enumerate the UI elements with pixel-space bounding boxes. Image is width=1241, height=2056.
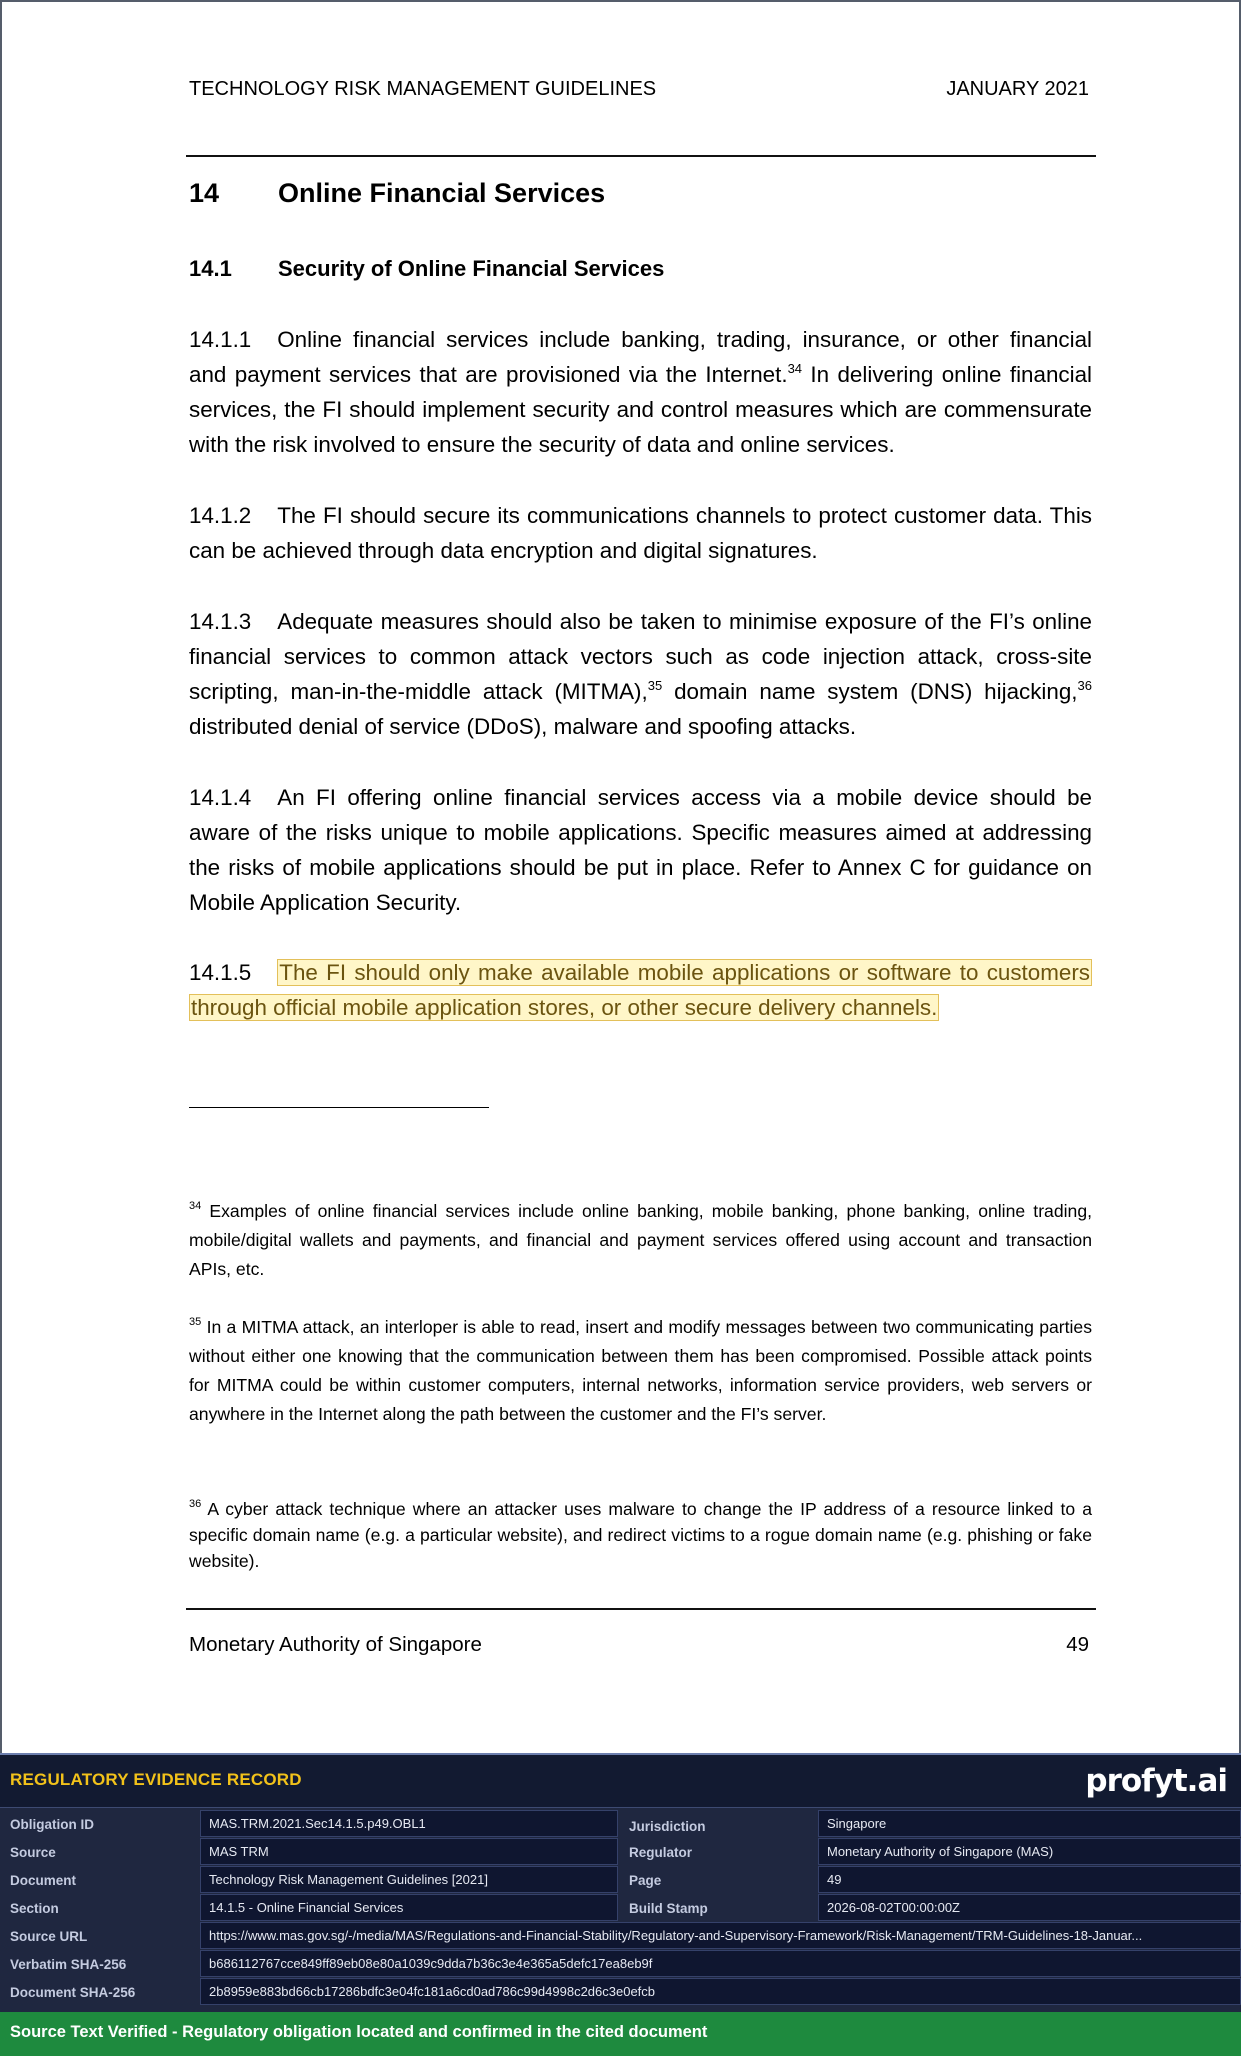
paragraph-text: The FI should secure its communications channels to protect customer data. This can be achieved through data encryption and digital signatures. — [189, 503, 1092, 563]
section-heading — [189, 178, 605, 209]
source-value: MAS TRM — [200, 1838, 618, 1865]
paragraph-number: 14.1.3 — [189, 609, 252, 634]
record-title-bar — [0, 1755, 1241, 1808]
document-label: Document — [10, 1873, 77, 1888]
footnote-separator — [189, 1107, 489, 1108]
section-label: Section — [10, 1901, 59, 1916]
source-url-label: Source URL — [10, 1929, 88, 1944]
highlighted-obligation-text: The FI should only make available mobile applications or software to customers through official mobile application stores, or other secure delivery channels. — [191, 960, 1090, 1020]
regulator-label: Regulator — [629, 1845, 693, 1860]
verbatim-sha-label: Verbatim SHA-256 — [10, 1957, 127, 1972]
paragraph-number: 14.1.2 — [189, 503, 252, 528]
section-value: 14.1.5 - Online Financial Services — [200, 1894, 618, 1921]
paragraph-number: 14.1.4 — [189, 785, 252, 810]
verification-banner: Source Text Verified - Regulatory obligation located and confirmed in the cited document — [0, 2012, 1241, 2056]
build-stamp-value: 2026-08-02T00:00:00Z — [818, 1894, 1241, 1921]
paragraph-number: 14.1.1 — [189, 327, 252, 352]
document-sha-label: Document SHA-256 — [10, 1985, 136, 2000]
source-url-value[interactable]: https://www.mas.gov.sg/-/media/MAS/Regulations-and-Financial-Stability/Regulatory-and-Supervisory-Framework/Risk-Management/TRM-Guidelines-18-Januar... — [200, 1922, 1241, 1949]
paragraph-14-1-2 — [189, 498, 1092, 568]
profyt-logo: profyt.ai — [1085, 1763, 1227, 1799]
footnote-text: A cyber attack technique where an attacker uses malware to change the IP address of a resource linked to a specific domain name (e.g. a particular website), and redirect victims to a rogue domain name (e.g. phishing or fake website). — [189, 1499, 1092, 1571]
page-label: Page — [629, 1873, 662, 1888]
document-value: Technology Risk Management Guidelines [2021] — [200, 1866, 618, 1893]
source-label: Source — [10, 1845, 56, 1860]
paragraph-number: 14.1.5 — [189, 960, 252, 985]
jurisdiction-label: Jurisdiction — [629, 1819, 706, 1834]
paragraph-14-1-1 — [189, 322, 1092, 462]
document-sha-value: 2b8959e883bd66cb17286bdfc3e04fc181a6cd0ad786c99d4998c2d6c3e0efcb — [200, 1978, 1241, 2005]
running-header — [189, 78, 1089, 101]
regulator-value: Monetary Authority of Singapore (MAS) — [818, 1838, 1241, 1865]
paragraph-14-1-4 — [189, 780, 1092, 920]
paragraph-14-1-5 — [189, 955, 1092, 1025]
header-date: JANUARY 2021 — [946, 78, 1089, 100]
footnote-ref[interactable]: 34 — [787, 360, 803, 376]
footnote-34 — [189, 1197, 1092, 1284]
section-number: 14 — [189, 178, 220, 208]
paragraph-text: domain name system (DNS) hijacking, — [662, 679, 1078, 704]
paragraph-text: In delivering online financial services, the FI should implement security and control measures which are commensurate with the risk involved to ensure the security of data and online services. — [189, 362, 1092, 457]
subsection-heading — [189, 256, 664, 282]
verbatim-sha-value: b686112767cce849ff89eb08e80a1039c9dda7b36c3e4e365a5defc17ea8eb9f — [200, 1950, 1241, 1977]
subsection-title: Security of Online Financial Services — [278, 256, 665, 281]
running-footer — [189, 1633, 1089, 1657]
section-title: Online Financial Services — [278, 178, 606, 208]
footnote-36 — [189, 1496, 1092, 1574]
page-value: 49 — [818, 1866, 1241, 1893]
footer-publisher: Monetary Authority of Singapore — [189, 1633, 482, 1656]
regulatory-evidence-record — [0, 1753, 1241, 2056]
footnote-text: In a MITMA attack, an interloper is able to read, insert and modify messages between two communicating parties without either one knowing that the communication between them has been compromised. Possible attack points for MITMA could be within customer computers, internal networks, information service providers, web servers or anywhere in the Internet along the path between the customer and the FI’s server. — [189, 1317, 1092, 1424]
obligation-id-label: Obligation ID — [10, 1817, 94, 1832]
footnote-marker: 34 — [189, 1200, 202, 1213]
footnote-ref[interactable]: 35 — [647, 677, 663, 693]
footer-rule — [186, 1608, 1096, 1610]
footnote-marker: 36 — [189, 1498, 202, 1511]
footnote-35 — [189, 1313, 1092, 1429]
paragraph-text: Adequate measures should also be taken to minimise exposure of the FI’s online financial services to common attack vectors such as code injection attack, cross-site scripting, man-in-the-middle attack (MITMA), — [189, 609, 1092, 704]
footnote-ref[interactable]: 36 — [1077, 677, 1092, 693]
footnote-text: Examples of online financial services include online banking, mobile banking, phone banking, online trading, mobile/digital wallets and payments, and financial and payment services offered using account and transaction APIs, etc. — [189, 1201, 1092, 1279]
jurisdiction-value: Singapore — [818, 1810, 1241, 1837]
subsection-number: 14.1 — [189, 256, 232, 281]
obligation-id-value: MAS.TRM.2021.Sec14.1.5.p49.OBL1 — [200, 1810, 618, 1837]
paragraph-14-1-3 — [189, 604, 1092, 744]
header-title: TECHNOLOGY RISK MANAGEMENT GUIDELINES — [189, 78, 657, 100]
page-number: 49 — [1066, 1633, 1089, 1656]
paragraph-text: Online financial services include banking, trading, insurance, or other financial and payment services that are provisioned via the Internet. — [189, 327, 1092, 387]
paragraph-text: distributed denial of service (DDoS), malware and spoofing attacks. — [189, 714, 857, 739]
footnote-marker: 35 — [189, 1316, 202, 1329]
paragraph-text: An FI offering online financial services access via a mobile device should be aware of the risks unique to mobile applications. Specific measures aimed at addressing the risks of mobile applications should be put in place. Refer to Annex C for guidance on Mobile Application Security. — [189, 785, 1092, 915]
build-stamp-label: Build Stamp — [629, 1901, 708, 1916]
header-rule — [186, 155, 1096, 157]
record-title: REGULATORY EVIDENCE RECORD — [10, 1770, 302, 1789]
